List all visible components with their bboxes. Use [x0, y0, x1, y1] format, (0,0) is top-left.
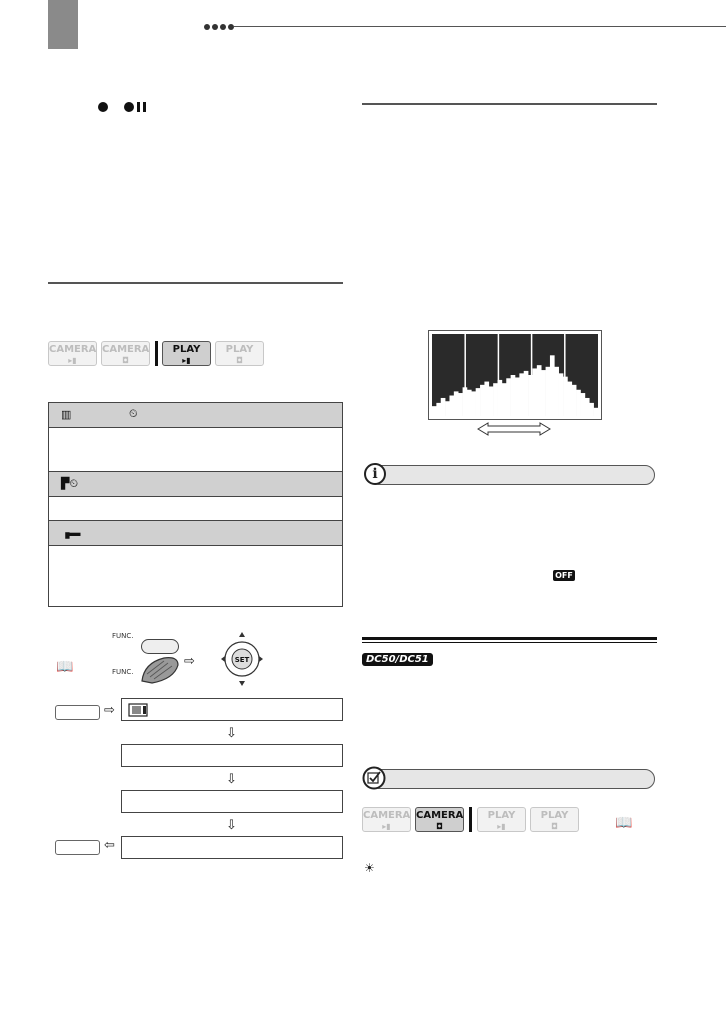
playlist-icon: ▗▬ — [61, 527, 81, 539]
double-arrow-icon — [476, 421, 552, 437]
arrow-down-icon: ⇩ — [226, 817, 237, 832]
movie-icon: ▸▮ — [182, 356, 191, 365]
book-icon: 📖 — [56, 659, 74, 675]
flow-step-1 — [121, 698, 343, 721]
movie-icon: ▸▮ — [497, 822, 506, 831]
chapter-tab — [48, 0, 78, 49]
histogram-bar — [458, 393, 463, 416]
book-icon: 📖 — [615, 815, 633, 831]
histogram-bar — [537, 365, 542, 416]
histogram-bar — [524, 371, 529, 416]
mode-label: CAMERA — [49, 344, 97, 355]
mode-camera-photo — [101, 341, 150, 366]
brightness-icon: ☀ — [364, 861, 375, 875]
func-button — [141, 639, 179, 654]
movie-icon: ▸▮ — [68, 356, 77, 365]
set-joystick-icon — [218, 631, 266, 687]
section-rule-thin — [362, 642, 657, 643]
header-dots — [204, 22, 234, 32]
histogram-bar — [528, 375, 533, 416]
flow-step-3 — [121, 790, 343, 813]
histogram-chart — [428, 330, 602, 420]
histogram-bar — [476, 388, 481, 416]
histogram-bar — [498, 380, 503, 416]
func-dial-icon — [138, 655, 182, 685]
arrow-right-icon: ⇨ — [104, 702, 115, 717]
func-text: FUNC. — [112, 668, 134, 676]
mode-play-movie — [162, 341, 211, 366]
histogram-bar — [484, 382, 489, 416]
checkmark-icon — [362, 766, 386, 790]
mode-camera-movie — [48, 341, 97, 366]
mode-label: PLAY — [172, 344, 201, 355]
histogram-bar — [559, 373, 564, 416]
histogram-bar — [471, 391, 476, 416]
table-divider — [49, 545, 342, 546]
histogram-bar — [432, 406, 437, 416]
mode-separator — [469, 807, 472, 832]
info-icon: i — [364, 463, 386, 485]
histogram-bar — [572, 385, 577, 416]
table-row-header — [49, 521, 342, 545]
mode-label: PLAY — [225, 344, 254, 355]
mode-label: CAMERA — [102, 344, 150, 355]
mode-label: PLAY — [540, 810, 569, 821]
mode-label: CAMERA — [416, 810, 464, 821]
section-rule — [362, 103, 657, 105]
off-badge: OFF — [553, 570, 575, 581]
histogram-bar — [563, 377, 568, 416]
mode-camera-movie — [362, 807, 411, 832]
histogram-bar — [493, 383, 498, 416]
table-divider — [49, 496, 342, 497]
table-row-header — [49, 472, 342, 496]
model-badge: DC50/DC51 — [362, 653, 433, 666]
histogram-bar — [532, 368, 537, 416]
note-bar — [370, 465, 655, 485]
histogram-bar — [489, 386, 494, 416]
histogram-bar — [576, 390, 581, 416]
mode-label: CAMERA — [363, 810, 411, 821]
histogram-bar — [541, 370, 546, 416]
photo-icon: ◘ — [236, 356, 243, 365]
calendar-icon: ▥ — [61, 409, 72, 421]
clock-icon: ⏲ — [129, 408, 138, 420]
table-divider — [49, 427, 342, 428]
histogram-bar — [567, 382, 572, 416]
table-row-header — [49, 403, 342, 427]
options-table — [48, 402, 343, 607]
arrow-down-icon: ⇩ — [226, 771, 237, 786]
histogram-bar — [445, 401, 450, 416]
header-rule — [234, 26, 726, 27]
histogram-bar — [441, 398, 446, 416]
histogram-bar — [550, 355, 555, 416]
movie-icon: ▸▮ — [382, 822, 391, 831]
mode-separator — [155, 341, 158, 366]
memory-card-icon — [128, 703, 150, 717]
arrow-right-icon: ⇨ — [184, 653, 195, 668]
histogram-bar — [554, 367, 559, 416]
mode-label: PLAY — [487, 810, 516, 821]
flow-start-button — [55, 705, 100, 720]
record-pause-icon — [124, 102, 134, 112]
histogram-bar — [480, 385, 485, 416]
histogram-bar — [515, 377, 520, 416]
pause-bar-icon — [143, 102, 146, 112]
photo-icon: ◘ — [551, 822, 558, 831]
histogram-bar — [546, 367, 551, 416]
histogram-bar — [511, 375, 516, 416]
mode-camera-photo — [415, 807, 464, 832]
histogram-bar — [581, 393, 586, 416]
section-rule — [48, 282, 343, 284]
record-icon — [98, 102, 108, 112]
histogram-bar — [436, 403, 441, 416]
histogram-bar — [585, 398, 590, 416]
histogram-bar — [454, 391, 459, 416]
photo-icon: ◘ — [122, 356, 129, 365]
mode-play-photo — [530, 807, 579, 832]
scene-date-icon: ▛⏲ — [61, 478, 79, 490]
check-bar — [370, 769, 655, 789]
set-text: SET — [234, 656, 250, 664]
histogram-bar — [594, 408, 599, 416]
arrow-down-icon: ⇩ — [226, 725, 237, 740]
pause-bar-icon — [137, 102, 140, 112]
histogram-bar — [589, 403, 594, 416]
mode-play-movie — [477, 807, 526, 832]
histogram-bar — [449, 396, 454, 417]
flow-step-2 — [121, 744, 343, 767]
func-label-top — [112, 628, 142, 642]
histogram-bar — [502, 383, 507, 416]
histogram-bar — [467, 390, 472, 416]
histogram-bar — [463, 387, 468, 416]
mode-play-photo — [215, 341, 264, 366]
photo-icon: ◘ — [436, 822, 443, 831]
histogram-bar — [519, 373, 524, 416]
section-rule-heavy — [362, 637, 657, 640]
func-text: FUNC. — [112, 632, 134, 640]
flow-end-button — [55, 840, 100, 855]
histogram-bar — [506, 378, 511, 416]
arrow-left-icon: ⇦ — [104, 837, 115, 852]
flow-step-4 — [121, 836, 343, 859]
